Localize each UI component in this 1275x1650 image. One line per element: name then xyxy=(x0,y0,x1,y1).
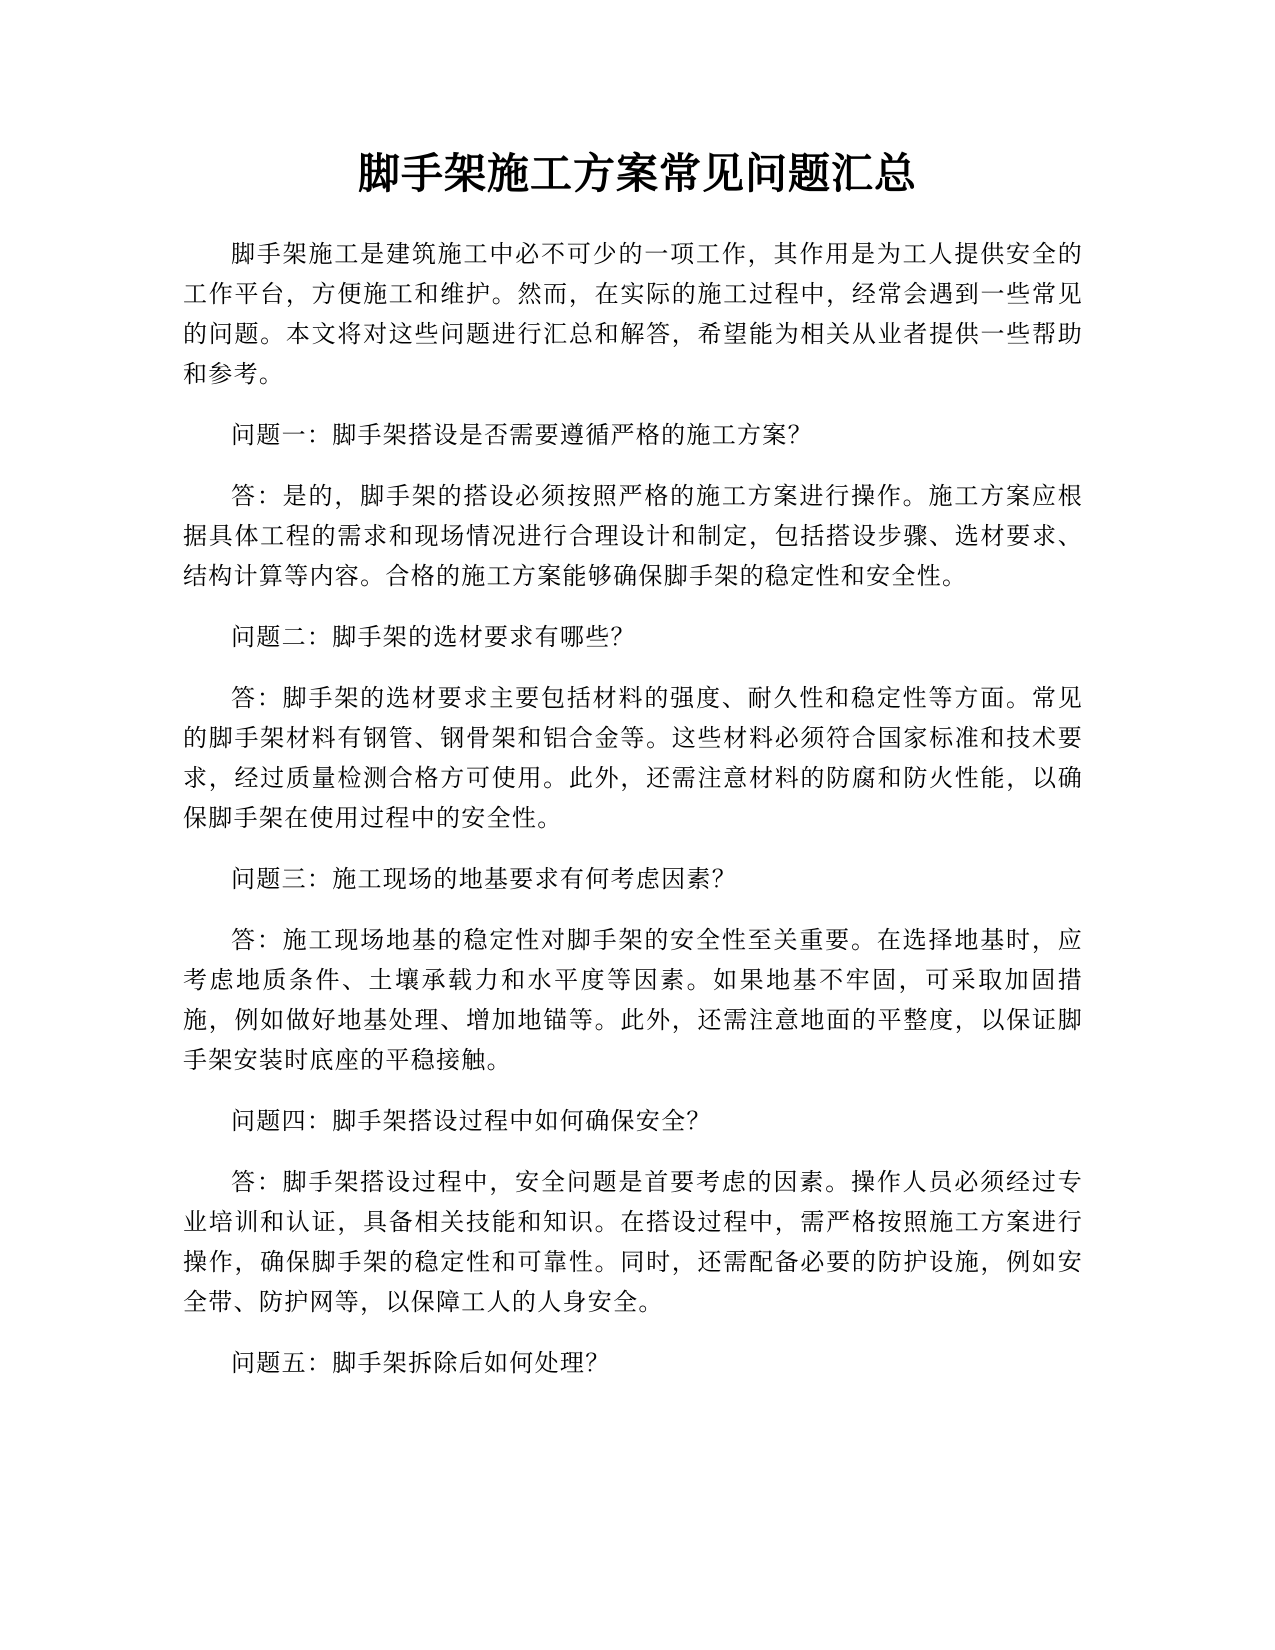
question-1: 问题一：脚手架搭设是否需要遵循严格的施工方案？ xyxy=(231,421,813,449)
question-4: 问题四：脚手架搭设过程中如何确保安全？ xyxy=(231,1107,712,1135)
question-2: 问题二：脚手架的选材要求有哪些？ xyxy=(231,623,636,651)
answer-4: 答：脚手架搭设过程中，安全问题是首要考虑的因素。操作人员必须经过专业培训和认证，具备相关技能和知识。在搭设过程中，需严格按照施工方案进行操作，确保脚手架的稳定性和可靠性。同时，还需配备必要的防护设施，例如安全带、防护网等，以保障工人的人身安全。 xyxy=(183,1168,1083,1316)
answer-3: 答：施工现场地基的稳定性对脚手架的安全性至关重要。在选择地基时，应考虑地质条件、土壤承载力和水平度等因素。如果地基不牢固，可采取加固措施，例如做好地基处理、增加地锚等。此外，还需注意地面的平整度，以保证脚手架安装时底座的平稳接触。 xyxy=(183,926,1083,1074)
question-3: 问题三：施工现场的地基要求有何考虑因素？ xyxy=(231,865,737,893)
answer-2: 答：脚手架的选材要求主要包括材料的强度、耐久性和稳定性等方面。常见的脚手架材料有钢管、钢骨架和铝合金等。这些材料必须符合国家标准和技术要求，经过质量检测合格方可使用。此外，还需注意材料的防腐和防火性能，以确保脚手架在使用过程中的安全性。 xyxy=(183,684,1083,832)
intro-paragraph: 脚手架施工是建筑施工中必不可少的一项工作，其作用是为工人提供安全的工作平台，方便施工和维护。然而，在实际的施工过程中，经常会遇到一些常见的问题。本文将对这些问题进行汇总和解答，希望能为相关从业者提供一些帮助和参考。 xyxy=(183,240,1083,388)
answer-1: 答：是的，脚手架的搭设必须按照严格的施工方案进行操作。施工方案应根据具体工程的需求和现场情况进行合理设计和制定，包括搭设步骤、选材要求、结构计算等内容。合格的施工方案能够确保脚手架的稳定性和安全性。 xyxy=(183,482,1083,590)
document-title: 脚手架施工方案常见问题汇总 xyxy=(357,149,917,198)
question-5: 问题五：脚手架拆除后如何处理？ xyxy=(231,1349,611,1377)
